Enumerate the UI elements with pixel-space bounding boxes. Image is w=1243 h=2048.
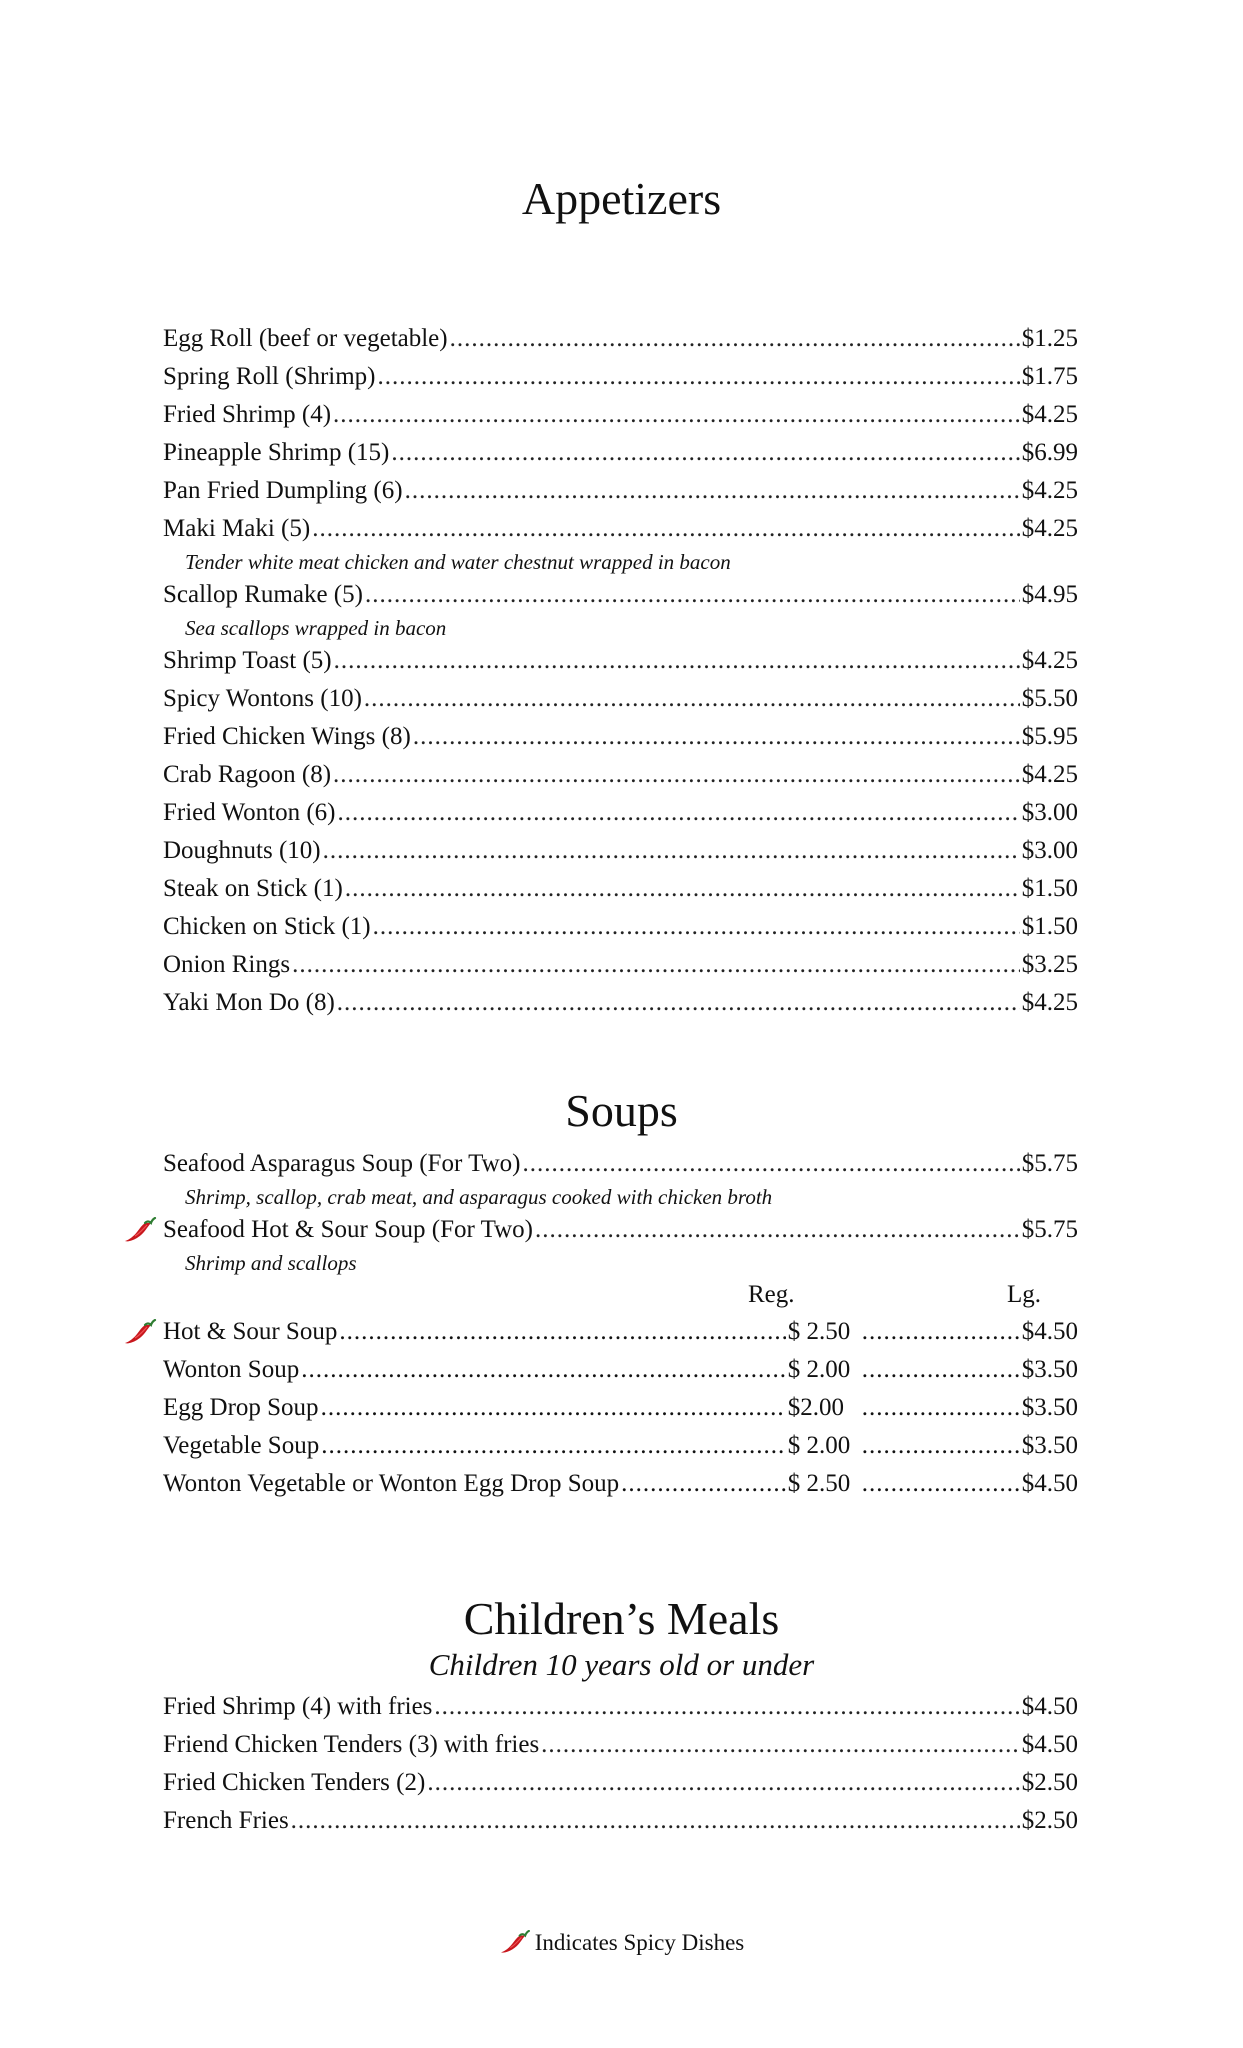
dot-leader <box>862 1313 1020 1351</box>
regular-price: $2.00 <box>787 1394 844 1421</box>
menu-item-price: $5.50 <box>1021 685 1078 712</box>
spicy-legend <box>0 1928 1243 1958</box>
menu-item-row <box>163 832 1078 870</box>
menu-item-name: Egg Drop Soup <box>163 1394 319 1421</box>
menu-item-price: $1.50 <box>1021 913 1078 940</box>
dot-leader <box>345 870 1020 908</box>
menu-item-price: $3.00 <box>1021 837 1078 864</box>
dot-leader <box>333 756 1020 794</box>
menu-item-row <box>163 576 1078 614</box>
menu-item-name: Fried Wonton (6) <box>163 799 336 826</box>
menu-item-name: Vegetable Soup <box>163 1432 320 1459</box>
menu-item-row <box>163 472 1078 510</box>
menu-item-price: $5.75 <box>1021 1216 1078 1243</box>
menu-item-price: $2.50 <box>1021 1769 1078 1796</box>
large-price: $3.50 <box>1021 1394 1078 1421</box>
dot-leader <box>301 1351 786 1389</box>
appetizers-title: Appetizers <box>521 173 722 224</box>
dot-leader <box>323 832 1020 870</box>
soup-sized-row <box>163 1427 1078 1465</box>
menu-item-price: $4.25 <box>1021 647 1078 674</box>
regular-size-header: Reg. <box>748 1281 795 1308</box>
menu-item-row <box>163 946 1078 984</box>
menu-item-row <box>163 1764 1078 1802</box>
menu-item-name: Seafood Hot & Sour Soup (For Two) <box>163 1216 534 1243</box>
dot-leader <box>321 1427 786 1465</box>
menu-item-name: Pan Fried Dumpling (6) <box>163 477 403 504</box>
regular-price: $ 2.00 <box>787 1432 851 1459</box>
dot-leader <box>621 1465 786 1503</box>
dot-leader <box>292 946 1020 984</box>
menu-item-row <box>163 794 1078 832</box>
menu-item-row <box>163 434 1078 472</box>
menu-item-name: Wonton Soup <box>163 1356 300 1383</box>
soup-sized-row <box>163 1389 1078 1427</box>
soups-title: Soups <box>565 1085 678 1136</box>
menu-item-price: $4.25 <box>1021 989 1078 1016</box>
dot-leader <box>450 320 1020 358</box>
menu-item-name: Spicy Wontons (10) <box>163 685 362 712</box>
menu-item-price: $3.25 <box>1021 951 1078 978</box>
menu-item-description: Shrimp, scallop, crab meat, and asparagus cooked with chicken broth <box>185 1185 773 1209</box>
menu-item-name: Fried Shrimp (4) with fries <box>163 1693 433 1720</box>
dot-leader <box>338 794 1020 832</box>
soups-list <box>163 1145 1078 1503</box>
dot-leader <box>337 984 1020 1022</box>
menu-item-name: Friend Chicken Tenders (3) with fries <box>163 1731 540 1758</box>
menu-item-name: Seafood Asparagus Soup (For Two) <box>163 1150 521 1177</box>
menu-item-price: $1.25 <box>1021 325 1078 352</box>
menu-item-row <box>163 680 1078 718</box>
menu-item-row <box>163 358 1078 396</box>
dot-leader <box>427 1764 1019 1802</box>
menu-item-name: Yaki Mon Do (8) <box>163 989 335 1016</box>
spicy-legend-text: Indicates Spicy Dishes <box>534 1930 745 1955</box>
dot-leader <box>334 642 1020 680</box>
menu-item-price: $4.25 <box>1021 401 1078 428</box>
large-size-header: Lg. <box>1007 1281 1042 1308</box>
menu-item-description: Sea scallops wrapped in bacon <box>185 616 447 640</box>
menu-item-price: $3.00 <box>1021 799 1078 826</box>
menu-item-name: Doughnuts (10) <box>163 837 321 864</box>
dot-leader <box>339 1313 785 1351</box>
large-price: $4.50 <box>1021 1318 1078 1345</box>
menu-item-row <box>163 870 1078 908</box>
dot-leader <box>333 396 1020 434</box>
dot-leader <box>373 908 1020 946</box>
menu-item-name: Wonton Vegetable or Wonton Egg Drop Soup <box>163 1470 620 1497</box>
menu-item-row <box>163 718 1078 756</box>
menu-item-row <box>163 1726 1078 1764</box>
menu-item-name: Spring Roll (Shrimp) <box>163 363 376 390</box>
dot-leader <box>312 510 1020 548</box>
menu-item-price: $4.95 <box>1021 581 1078 608</box>
menu-item-name: Pineapple Shrimp (15) <box>163 439 390 466</box>
regular-price: $ 2.50 <box>787 1470 851 1497</box>
dot-leader <box>405 472 1020 510</box>
menu-item-price: $5.75 <box>1021 1150 1078 1177</box>
chili-pepper-icon <box>123 1319 157 1347</box>
menu-item-name: Crab Ragoon (8) <box>163 761 332 788</box>
menu-item-name: Fried Chicken Tenders (2) <box>163 1769 426 1796</box>
dot-leader <box>522 1145 1019 1183</box>
menu-item-row <box>163 1688 1078 1726</box>
dot-leader <box>291 1802 1020 1840</box>
childrens-meals-title: Children’s Meals <box>463 1593 780 1644</box>
soup-sized-row <box>163 1465 1078 1503</box>
menu-item-row <box>163 642 1078 680</box>
menu-item-price: $4.50 <box>1021 1693 1078 1720</box>
menu-item-price: $1.50 <box>1021 875 1078 902</box>
dot-leader <box>321 1389 786 1427</box>
appetizers-list <box>163 320 1078 1022</box>
soup-sized-row <box>163 1351 1078 1389</box>
dot-leader <box>862 1389 1020 1427</box>
dot-leader <box>535 1211 1020 1249</box>
dot-leader <box>365 576 1020 614</box>
menu-item-name: Maki Maki (5) <box>163 515 311 542</box>
dot-leader <box>434 1688 1019 1726</box>
childrens-meals-list <box>163 1688 1078 1840</box>
dot-leader <box>541 1726 1020 1764</box>
chili-pepper-icon <box>123 1217 157 1245</box>
menu-item-name: Fried Shrimp (4) <box>163 401 332 428</box>
menu-item-row <box>163 984 1078 1022</box>
menu-item-description: Shrimp and scallops <box>185 1251 357 1275</box>
large-price: $3.50 <box>1021 1432 1078 1459</box>
menu-item-row <box>163 1211 1078 1249</box>
large-price: $3.50 <box>1021 1356 1078 1383</box>
menu-item-row <box>163 908 1078 946</box>
menu-item-name: Egg Roll (beef or vegetable) <box>163 325 448 352</box>
menu-item-description: Tender white meat chicken and water chestnut wrapped in bacon <box>185 550 731 574</box>
menu-item-row <box>163 510 1078 548</box>
menu-item-name: Onion Rings <box>163 951 291 978</box>
dot-leader <box>391 434 1019 472</box>
menu-item-name: Hot & Sour Soup <box>163 1318 338 1345</box>
regular-price: $ 2.00 <box>787 1356 851 1383</box>
menu-item-name: Shrimp Toast (5) <box>163 647 332 674</box>
menu-item-price: $2.50 <box>1021 1807 1078 1834</box>
dot-leader <box>862 1351 1020 1389</box>
childrens-meals-subtitle: Children 10 years old or under <box>428 1647 815 1682</box>
menu-item-name: Steak on Stick (1) <box>163 875 343 902</box>
menu-item-price: $4.25 <box>1021 515 1078 542</box>
menu-item-name: French Fries <box>163 1807 289 1834</box>
menu-item-price: $6.99 <box>1021 439 1078 466</box>
menu-item-price: $5.95 <box>1021 723 1078 750</box>
soup-sized-row <box>163 1313 1078 1351</box>
menu-item-name: Chicken on Stick (1) <box>163 913 371 940</box>
menu-item-row <box>163 1802 1078 1840</box>
menu-item-price: $4.50 <box>1021 1731 1078 1758</box>
menu-item-name: Scallop Rumake (5) <box>163 581 363 608</box>
menu-item-price: $4.25 <box>1021 761 1078 788</box>
soup-size-header <box>163 1277 1078 1313</box>
menu-item-row <box>163 320 1078 358</box>
menu-item-row <box>163 1145 1078 1183</box>
menu-item-row <box>163 756 1078 794</box>
menu-item-price: $4.25 <box>1021 477 1078 504</box>
dot-leader <box>862 1427 1020 1465</box>
dot-leader <box>413 718 1020 756</box>
menu-item-price: $1.75 <box>1021 363 1078 390</box>
chili-pepper-icon <box>499 1930 531 1956</box>
dot-leader <box>378 358 1020 396</box>
regular-price: $ 2.50 <box>787 1318 851 1345</box>
large-price: $4.50 <box>1021 1470 1078 1497</box>
dot-leader <box>862 1465 1020 1503</box>
dot-leader <box>364 680 1020 718</box>
menu-item-row <box>163 396 1078 434</box>
menu-item-name: Fried Chicken Wings (8) <box>163 723 411 750</box>
